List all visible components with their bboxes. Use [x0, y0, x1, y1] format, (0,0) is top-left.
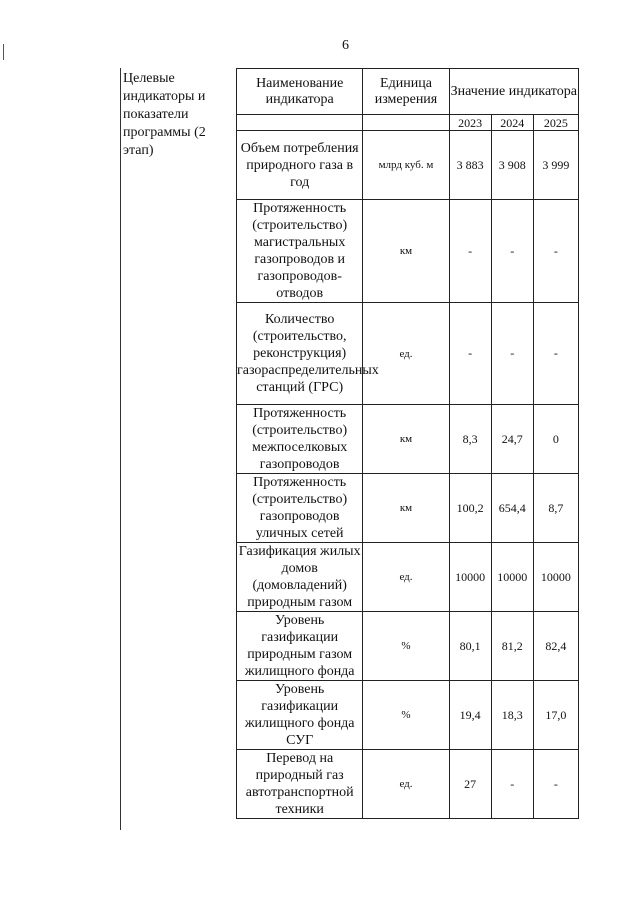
- value-2023: 80,1: [449, 612, 491, 681]
- value-2025: 82,4: [533, 612, 578, 681]
- value-2025: 10000: [533, 543, 578, 612]
- value-2023: -: [449, 303, 491, 405]
- value-2024: 18,3: [491, 681, 533, 750]
- header-indicator-name: Наименование индикатора: [237, 69, 363, 115]
- margin-tick: [3, 44, 4, 60]
- year-blank-unit: [363, 115, 449, 131]
- indicator-unit: %: [363, 612, 449, 681]
- indicator-unit: млрд куб. м: [363, 131, 449, 200]
- indicator-unit: ед.: [363, 303, 449, 405]
- table-row: [237, 405, 579, 474]
- indicator-unit: ед.: [363, 543, 449, 612]
- value-2024: 81,2: [491, 612, 533, 681]
- value-2025: 8,7: [533, 474, 578, 543]
- indicator-unit: км: [363, 405, 449, 474]
- table-row: [237, 131, 579, 200]
- indicator-unit: ед.: [363, 750, 449, 819]
- indicator-name: Протяженность (строительство) межпоселковых газопроводов: [237, 405, 363, 474]
- value-2024: 10000: [491, 543, 533, 612]
- indicator-unit: км: [363, 200, 449, 303]
- value-2025: -: [533, 303, 578, 405]
- year-2025: 2025: [533, 115, 578, 131]
- program-indicators-label: Целевые индикаторы и показатели программы (2 этап): [123, 71, 206, 158]
- year-2024: 2024: [491, 115, 533, 131]
- table-row: [237, 474, 579, 543]
- indicator-name: Газификация жилых домов (домовладений) природным газом: [237, 543, 363, 612]
- value-2024: 3 908: [491, 131, 533, 200]
- value-2023: 10000: [449, 543, 491, 612]
- value-2023: 8,3: [449, 405, 491, 474]
- table-row: [237, 543, 579, 612]
- value-2024: 24,7: [491, 405, 533, 474]
- indicator-name: Объем потребления природного газа в год: [237, 131, 363, 200]
- indicator-name: Уровень газификации природным газом жилищного фонда: [237, 612, 363, 681]
- value-2024: -: [491, 303, 533, 405]
- value-2025: 3 999: [533, 131, 578, 200]
- indicator-name: Перевод на природный газ автотранспортной техники: [237, 750, 363, 819]
- value-2023: 100,2: [449, 474, 491, 543]
- header-value: Значение индикатора: [449, 69, 578, 115]
- value-2024: 654,4: [491, 474, 533, 543]
- indicator-name: Уровень газификации жилищного фонда СУГ: [237, 681, 363, 750]
- indicator-name: Протяженность (строительство) магистральных газопроводов и газопроводов-отводов: [237, 200, 363, 303]
- value-2025: 0: [533, 405, 578, 474]
- value-2023: -: [449, 200, 491, 303]
- value-2025: 17,0: [533, 681, 578, 750]
- year-2023: 2023: [449, 115, 491, 131]
- header-unit: Единица измерения: [363, 69, 449, 115]
- year-blank-name: [237, 115, 363, 131]
- table-year-row: [237, 115, 579, 131]
- value-2025: -: [533, 750, 578, 819]
- table-row: [237, 681, 579, 750]
- page-number: 6: [342, 38, 349, 53]
- table-row: [237, 200, 579, 303]
- value-2024: -: [491, 750, 533, 819]
- value-2023: 27: [449, 750, 491, 819]
- indicator-name: Протяженность (строительство) газопроводов уличных сетей: [237, 474, 363, 543]
- table-row: [237, 303, 579, 405]
- table-header-row: [237, 69, 579, 115]
- table-row: [237, 612, 579, 681]
- indicator-unit: %: [363, 681, 449, 750]
- indicators-table: [236, 68, 579, 819]
- value-2024: -: [491, 200, 533, 303]
- indicator-unit: км: [363, 474, 449, 543]
- indicator-name: Количество (строительство, реконструкция) газораспределительных станций (ГРС): [237, 303, 363, 405]
- value-2025: -: [533, 200, 578, 303]
- value-2023: 19,4: [449, 681, 491, 750]
- left-column-border: [120, 68, 121, 830]
- table-row: [237, 750, 579, 819]
- value-2023: 3 883: [449, 131, 491, 200]
